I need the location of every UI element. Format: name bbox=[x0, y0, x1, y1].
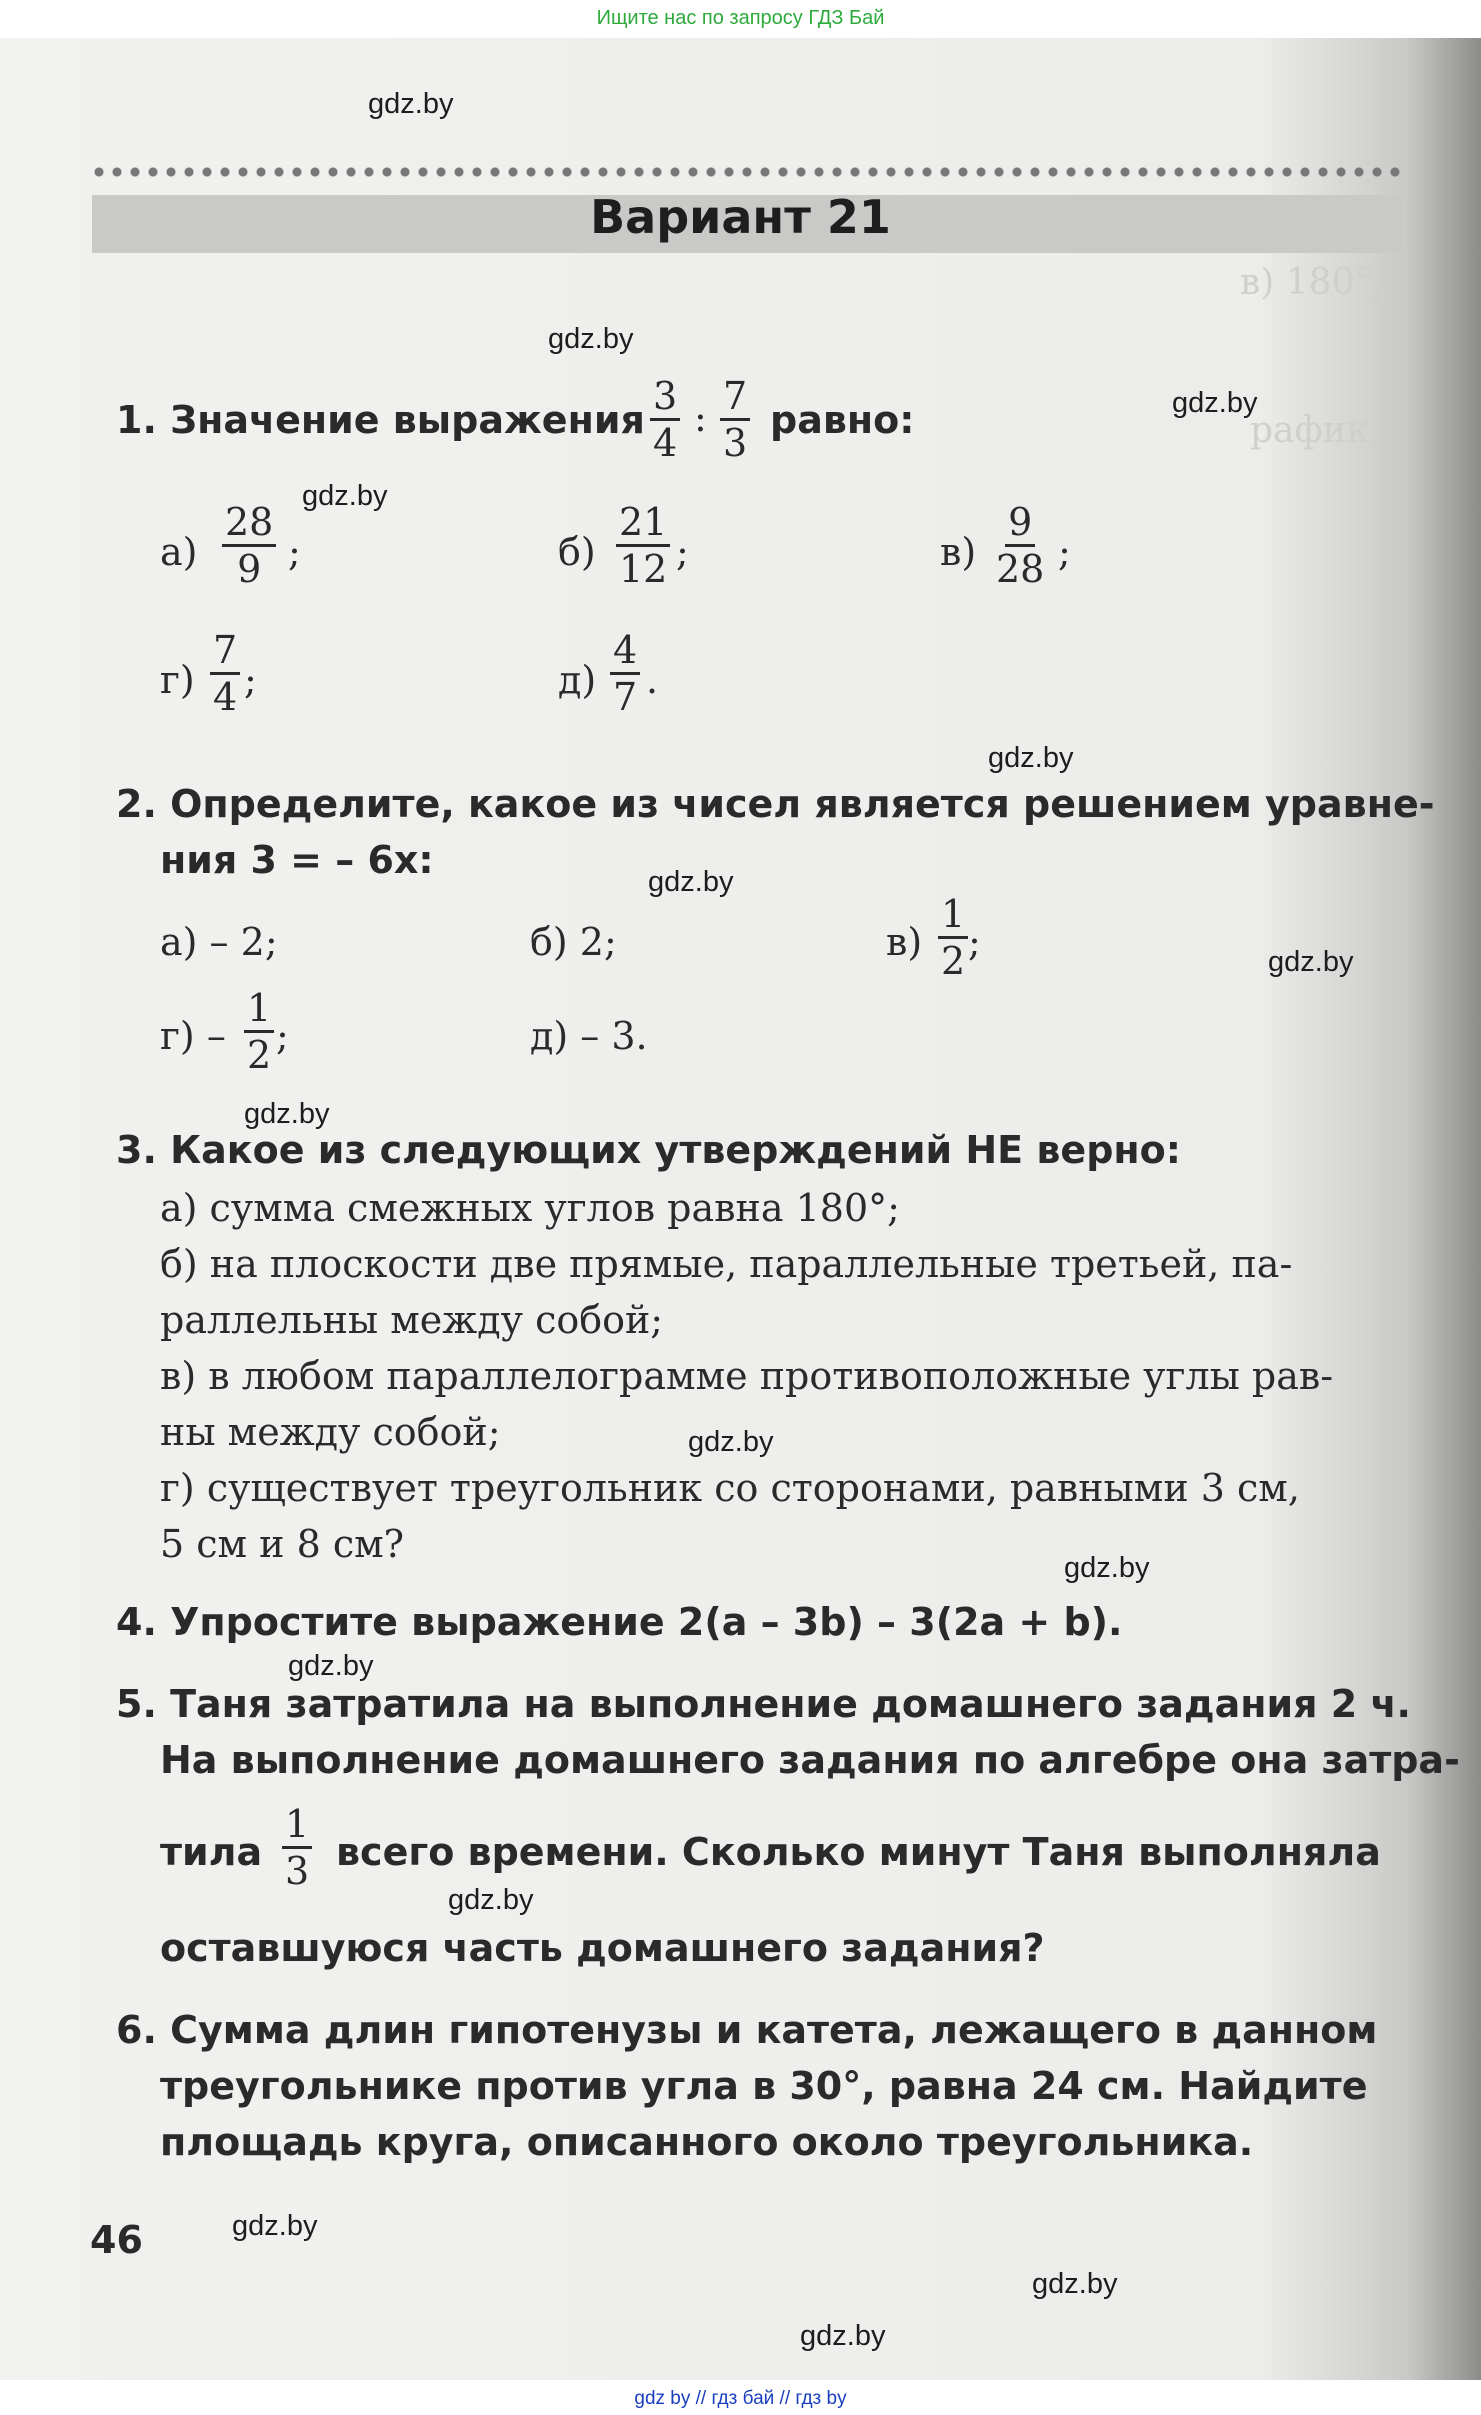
q2-option-g-tail: ; bbox=[276, 1014, 289, 1058]
q2-option-v-tail: ; bbox=[968, 920, 981, 964]
watermark: gdz.by bbox=[288, 1650, 374, 1682]
q1-option-b-label: б) bbox=[558, 530, 596, 574]
q5-line-1: 5. Таня затратила на выполнение домашнего задания 2 ч. bbox=[116, 1682, 1411, 1726]
q3-option-g-line-1: г) существует треугольник со сторонами, равными 3 см, bbox=[160, 1466, 1300, 1510]
q2-option-v-label: в) bbox=[886, 920, 923, 964]
q2-line-2: ния 3 = – 6x: bbox=[160, 838, 434, 882]
watermark: gdz.by bbox=[368, 88, 454, 120]
q1-option-d-fraction: $\frac{4}{7}$ bbox=[610, 628, 640, 719]
q3-line-1: 3. Какое из следующих утверждений НЕ верно: bbox=[116, 1128, 1181, 1172]
q1-option-b-fraction: $\frac{21}{12}$ bbox=[616, 500, 670, 591]
q5-line-3-post: всего времени. Сколько минут Таня выполняла bbox=[336, 1830, 1381, 1874]
dotted-divider bbox=[90, 165, 1400, 179]
q3-option-a: а) сумма смежных углов равна 180°; bbox=[160, 1186, 900, 1230]
q1-option-v-tail: ; bbox=[1058, 530, 1071, 574]
q1-colon: : bbox=[694, 396, 707, 440]
q3-option-b-line-2: раллельны между собой; bbox=[160, 1298, 664, 1342]
top-notice-bar bbox=[0, 0, 1481, 36]
q5-line-2: На выполнение домашнего задания по алгебре она затра- bbox=[160, 1738, 1460, 1782]
q3-option-b-line-1: б) на плоскости две прямые, параллельные третьей, па- bbox=[160, 1242, 1293, 1286]
q1-fraction-a: $\frac{3}{4}$ bbox=[650, 374, 680, 465]
q1-fraction-b: $\frac{7}{3}$ bbox=[720, 374, 750, 465]
watermark: gdz.by bbox=[232, 2210, 318, 2242]
q2-option-d: д) – 3. bbox=[530, 1014, 648, 1058]
bleed-through-text: в) 180°, bbox=[1240, 262, 1384, 303]
q1-option-g-tail: ; bbox=[244, 658, 257, 702]
q5-fraction: $\frac{1}{3}$ bbox=[282, 1802, 312, 1893]
watermark: gdz.by bbox=[548, 323, 634, 355]
watermark: gdz.by bbox=[448, 1884, 534, 1916]
q1-option-d-tail: . bbox=[646, 658, 659, 702]
watermark: gdz.by bbox=[988, 742, 1074, 774]
watermark: gdz.by bbox=[688, 1426, 774, 1458]
q1-option-b-tail: ; bbox=[676, 530, 689, 574]
bleed-through-text: рафик bbox=[1250, 410, 1370, 451]
q2-line-1: 2. Определите, какое из чисел является решением уравне- bbox=[116, 782, 1435, 826]
page-title: Вариант 21 bbox=[590, 190, 891, 244]
q5-line-3-pre: тила bbox=[160, 1830, 263, 1874]
q3-option-v-line-2: ны между собой; bbox=[160, 1410, 501, 1454]
q6-line-3: площадь круга, описанного около треугольника. bbox=[160, 2120, 1254, 2164]
q1-option-v-label: в) bbox=[940, 530, 977, 574]
watermark: gdz.by bbox=[302, 480, 388, 512]
watermark: gdz.by bbox=[800, 2320, 886, 2352]
q1-option-a-fraction: $\frac{28}{9}$ bbox=[222, 500, 276, 591]
watermark: gdz.by bbox=[648, 866, 734, 898]
q1-text: 1. Значение выражения bbox=[116, 398, 645, 442]
bottom-links-text[interactable]: gdz by // гдз бай // гдз by bbox=[634, 2388, 847, 2409]
q1-option-g-label: г) bbox=[160, 658, 195, 702]
watermark: gdz.by bbox=[1064, 1552, 1150, 1584]
q5-line-4: оставшуюся часть домашнего задания? bbox=[160, 1926, 1045, 1970]
q1-option-a-tail: ; bbox=[288, 530, 301, 574]
top-notice-text[interactable]: Ищите нас по запросу ГДЗ Бай bbox=[596, 7, 885, 29]
q6-line-2: треугольнике против угла в 30°, равна 24 см. Найдите bbox=[160, 2064, 1368, 2108]
q1-text-post: равно: bbox=[770, 398, 915, 442]
q1-option-a-label: а) bbox=[160, 530, 198, 574]
q2-option-b: б) 2; bbox=[530, 920, 617, 964]
q4-line-1: 4. Упростите выражение 2(a – 3b) – 3(2a + b). bbox=[116, 1600, 1123, 1644]
q2-option-g-label: г) – bbox=[160, 1014, 226, 1058]
watermark: gdz.by bbox=[1268, 946, 1354, 978]
page-number: 46 bbox=[90, 2218, 143, 2262]
watermark: gdz.by bbox=[1172, 387, 1258, 419]
watermark: gdz.by bbox=[244, 1098, 330, 1130]
watermark: gdz.by bbox=[1032, 2268, 1118, 2300]
bottom-links-bar bbox=[0, 2382, 1481, 2415]
q1-option-g-fraction: $\frac{7}{4}$ bbox=[210, 628, 240, 719]
q3-option-v-line-1: в) в любом параллелограмме противоположные углы рав- bbox=[160, 1354, 1334, 1398]
q2-option-a: а) – 2; bbox=[160, 920, 278, 964]
q2-option-g-fraction: $\frac{1}{2}$ bbox=[244, 986, 274, 1077]
q2-option-v-fraction: $\frac{1}{2}$ bbox=[938, 892, 968, 983]
q1-option-d-label: д) bbox=[558, 658, 597, 702]
q6-line-1: 6. Сумма длин гипотенузы и катета, лежащего в данном bbox=[116, 2008, 1378, 2052]
q1-option-v-fraction: $\frac{9}{28}$ bbox=[996, 500, 1045, 591]
q3-option-g-line-2: 5 см и 8 см? bbox=[160, 1522, 405, 1566]
